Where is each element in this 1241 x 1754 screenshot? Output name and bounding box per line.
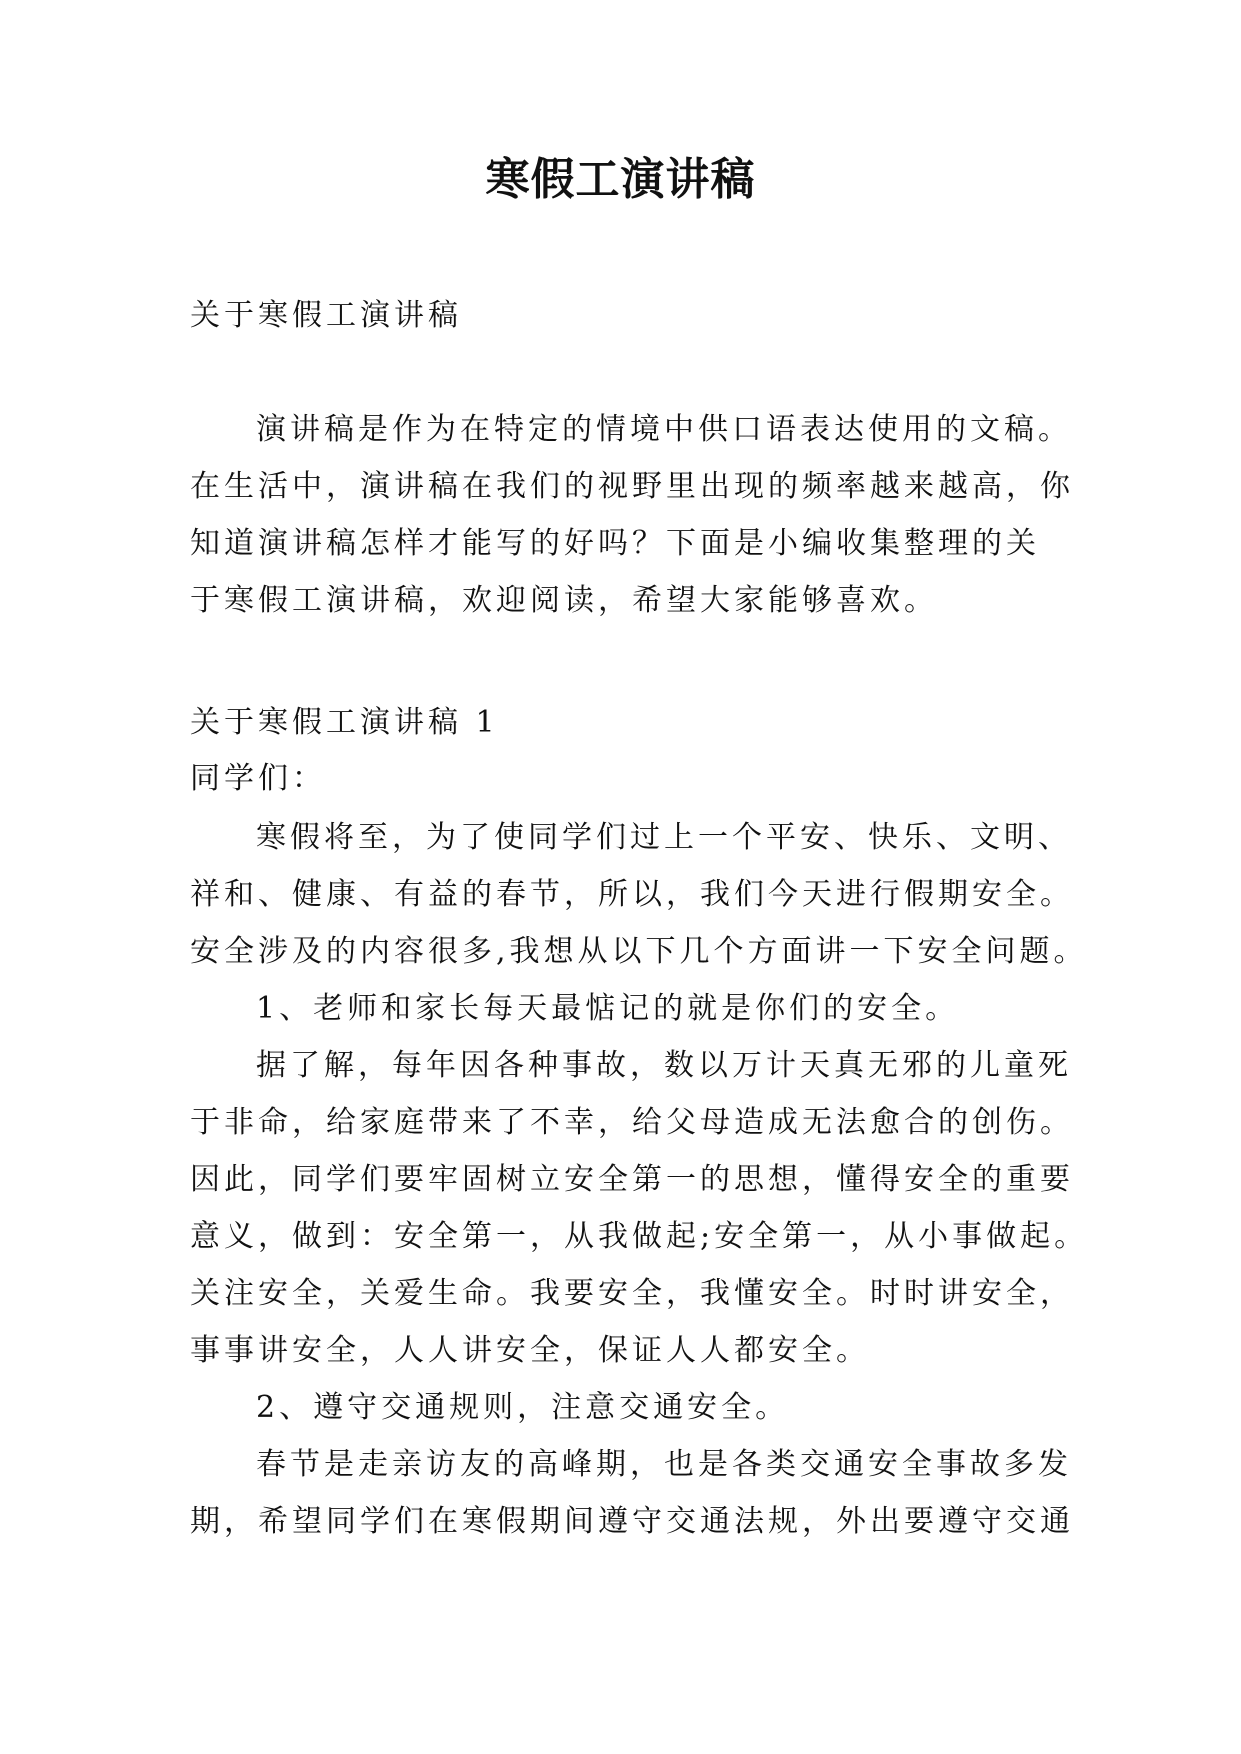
body-line-4: 1、老师和家长每天最惦记的就是你们的安全。 — [256, 991, 960, 1026]
intro-line-3: 知道演讲稿怎样才能写的好吗？下面是小编收集整理的关 — [190, 526, 1040, 561]
body-line-3: 安全涉及的内容很多,我想从以下几个方面讲一下安全问题。 — [190, 934, 1088, 969]
body-line-8: 意义，做到：安全第一，从我做起;安全第一，从小事做起。 — [190, 1219, 1089, 1254]
greeting: 同学们： — [190, 761, 326, 796]
body-line-11: 2、遵守交通规则，注意交通安全。 — [256, 1390, 790, 1425]
body-line-6: 于非命，给家庭带来了不幸，给父母造成无法愈合的创伤。 — [190, 1105, 1074, 1140]
section-heading: 关于寒假工演讲稿 1 — [190, 705, 499, 740]
document-subtitle: 关于寒假工演讲稿 — [190, 298, 462, 333]
body-line-7: 因此，同学们要牢固树立安全第一的思想，懂得安全的重要 — [190, 1162, 1074, 1197]
intro-line-1: 演讲稿是作为在特定的情境中供口语表达使用的文稿。 — [256, 412, 1072, 447]
body-line-5: 据了解，每年因各种事故，数以万计天真无邪的儿童死 — [256, 1048, 1072, 1083]
intro-line-2: 在生活中，演讲稿在我们的视野里出现的频率越来越高，你 — [190, 469, 1074, 504]
document-title: 寒假工演讲稿 — [485, 154, 756, 205]
body-line-9: 关注安全，关爱生命。我要安全，我懂安全。时时讲安全， — [190, 1276, 1074, 1311]
body-line-13: 期，希望同学们在寒假期间遵守交通法规，外出要遵守交通 — [190, 1504, 1074, 1539]
body-line-10: 事事讲安全，人人讲安全，保证人人都安全。 — [190, 1333, 870, 1368]
body-line-12: 春节是走亲访友的高峰期，也是各类交通安全事故多发 — [256, 1447, 1072, 1482]
body-line-2: 祥和、健康、有益的春节，所以，我们今天进行假期安全。 — [190, 877, 1074, 912]
body-line-1: 寒假将至，为了使同学们过上一个平安、快乐、文明、 — [256, 820, 1072, 855]
intro-line-4: 于寒假工演讲稿，欢迎阅读，希望大家能够喜欢。 — [190, 583, 938, 618]
